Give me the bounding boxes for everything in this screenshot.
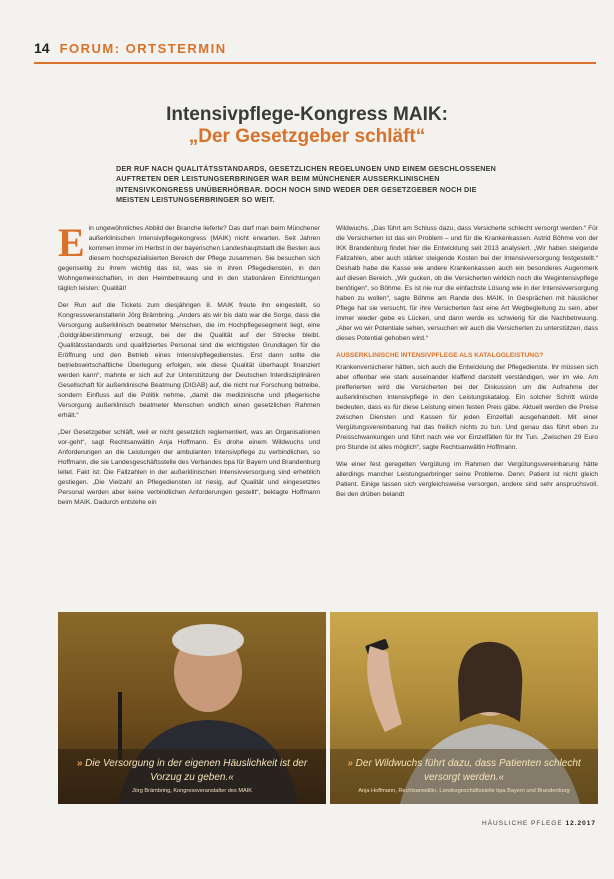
text-column-right (336, 224, 598, 507)
drop-cap: E (58, 220, 85, 265)
quote-text: Die Versorgung in der eigenen Häuslichkeit ist der Vorzug zu geben. (85, 758, 308, 783)
paragraph: Wildwuchs. „Das führt am Schluss dazu, dass Versicherte schlecht versorgt werden.“ Für die Versicherten ist das ein Problem – und für die Krankenkassen. Astrid Böhme von der IKK Brandenburg findet hier die Entwicklung seit 2013 analysiert. „Wir haben steigende Fallzahlen, aber auch stärker steigende Kosten bei der Intensivversorgung festgestellt.“ Deshalb habe die Kasse wie andere Krankenkassen auch ein besonderes Augenmerk auf diesen Bereich. „Wir gucken, ob die Versicherten wirklich noch die Wegintensivpflege benötigen“, so Böhme. Es ist nie nur die einfachste Lösung wie in der Intensivversorgung haben zu wollen“, sagte Böhme am Rande des MAIK. In Gesprächen mit häuslicher Pflege hat sie versucht, für ihre Versicherten fast eine Art Wegbegleitung zu sein, aber immer wieder gebe es Lücken, und dann werde es schwierig für die Nachbetreuung. „Aber wo wir Potentiale sehen, versuchen wir auch die Versicherten zu unterstützen, dass dieses Potential gehoben wird.“ (336, 225, 598, 343)
photo-quote-box: » Die Versorgung in der eigenen Häuslichkeit ist der Vorzug zu geben.« Jörg Brämbring, Kongressveranstalter des MAIK (58, 749, 326, 804)
paragraph (58, 220, 320, 294)
paragraph-text: in ungewöhnliches Abbild der Branche lieferte? Das darf man beim Münchener außerklinischen Intensivpflegekongress (MAIK) nicht erwarten. Seit Jahren kommen immer im Herbst in der bayerischen Landeshauptstadt die Besten aus diesem hochspezialisierten Bereich der Pflege zusammen. Sie besuchen sich gegenseitig zu ihrem wichtig das ist, was sie in ihren Pflegediensten, in den Wohngemeinschaften, in den Heimbetreuung und in den stationären Einrichtungen täglich leisten: Qualität! (58, 225, 320, 293)
hair-shape (172, 624, 244, 656)
page-footer (482, 820, 596, 827)
section-title: FORUM: ORTSTERMIN (59, 41, 227, 56)
text-column-left (58, 220, 320, 515)
photo-caption: Anja Hoffmann, Rechtsanwältin, Landesgeschäftsstelle bpa Bayern und Brandenburg (358, 788, 570, 794)
page-header (34, 40, 227, 56)
article-subtitle: „Der Gesetzgeber schläft“ (188, 126, 426, 147)
paragraph: Krankenversicherer hätten, sich auch die Entwicklung der Pflegedienste. Ihr müssen sich aber offenbar wie stark auseinander klaffend darstellt verständigen, wer im wie. Am prefferierten wird die Versicherten bei der Diskussion um die Aufnahme der außerklinischen Intensivpflege in den Leistungskatalog. Ein solcher Schritt würde bedeuten, dass es für diese Leistung einen festen Preis gäbe. Aktuell werden die Preise zwischen Diensten und Kassen für jeden Einzelfall ausgehandelt. Mit einer Vergütungsvereinbarung hat das freilich nichts zu tun. Und genau das führt eben zu Preisschwankungen und führt nach wie vor Einzelfällen für Ihr Tun. „Zwischen 29 Euro pro Stunde ist alles möglich“, sagte Rechtsanwältin Hoffmann. (336, 364, 598, 452)
issue-number: 12.2017 (565, 820, 596, 827)
photo-speaker-woman (330, 612, 598, 804)
photo-caption: Jörg Brämbring, Kongressveranstalter des MAIK (131, 788, 252, 794)
paragraph: Wie einer fest geregelten Vergütung im Rahmen der Vergütungsvereinbarung hätte allerdings mancher Leistungserbringer seine Probleme. Denn: Patient ist nicht gleich Patient. Einige lassen sich vergleichsweise versorgen, andere sind sehr anspruchsvoll. Bei den drüben belandt (336, 461, 598, 499)
photo-speaker-man (58, 612, 326, 804)
page-number: 14 (34, 40, 50, 56)
hair-shape (458, 642, 522, 722)
magazine-name: HÄUSLICHE PFLEGE (482, 820, 563, 827)
paragraph: „Der Gesetzgeber schläft, weil er nicht gesetzlich reglementiert, was an Organisationen vor-geht“, sagt Rechtsanwältin Anja Hoffmann. Es drohe einem Wildwuchs und Anforderungen an die Leistungen der ambulanten Intensivpflege zu verbindlichen, so Hoffmann, die sie Landesgeschäftsstelle des Verbandes bpa für Bayern und Brandenburg leitet. Fakt ist: Die Fallzahlen in der außerklinischen Intensivversorgung sind erheblich gestiegen. „Die Vielzahl an Pflegediensten ist riesig, auf Qualität und eingesetztes Personal werden aber keine verbindlichen Anforderungen gestellt“, beklagte Hoffmann beim MAIK. Dadurch entstehe ein (58, 429, 320, 507)
photo-quote-box: » Der Wildwuchs führt dazu, dass Patienten schlecht versorgt werden.« Anja Hoffmann, Rechtsanwältin, Landesgeschäftsstelle bpa Bayern und Brandenburg (330, 749, 598, 804)
section-subhead: AUSSERKLINISCHE INTENSIVPFLEGE ALS KATALOGLEISTUNG? (336, 352, 544, 360)
article-title: Intensivpflege-Kongress MAIK: (166, 104, 448, 125)
article-lead: DER RUF NACH QUALITÄTSSTANDARDS, GESETZLICHEN REGELUNGEN UND EINEM GESCHLOSSENEN AUFTRETEN DER LEISTUNGSERBRINGER WAR BEIM MÜNCHENER AUSSERKLINISCHEN INTENSIVKONGRESS UNÜBERHÖRBAR. DOCH NOCH SIND WEDER DER GESETZGEBER NOCH DIE MEISTEN LEISTUNGSERBRINGER SO WEIT. (116, 164, 497, 205)
header-rule (34, 62, 596, 64)
raised-hand (367, 646, 402, 732)
quote-text: Der Wildwuchs führt dazu, dass Patienten schlecht versorgt werden. (355, 758, 581, 783)
paragraph: Der Run auf die Tickets zum diesjährigen 8. MAIK freute ihn eingestellt, so Kongressveranstalterin Jörg Brämbring. „Anders als wir bis dato war die Sorge, dass die Versorgung außerklinisch beatmeter Menschen, die im Hochpflegesegment liegt, eine ‚Goldgräberstimmung‘ erzeugt, bei der die Qualität auf der Strecke bleibt. Qualitätsstandards und qualifiziertes Personal sind die wichtigsten Grundlagen für die Eröffnung und den Betrieb eines Intensivpflegedienstes. Erst dann sollte die betriebswirtschaftliche Überlegung erfolgen, wie diese Qualität überhaupt finanziert werden kann“, mahnte er sich auf zur Unterstützung der Deutschen Interdisziplinären Gesellschaft für außerklinische Beatmung (DIGAB) auf, die nicht nur Forschung betreibe, sondern Einfluss auf die Politik nehme, „damit die medizinische und pflegerische Versorgung außerklinisch beatmeter Menschen endlich einen gesetzlichen Rahmen erhält.“ (58, 302, 320, 420)
